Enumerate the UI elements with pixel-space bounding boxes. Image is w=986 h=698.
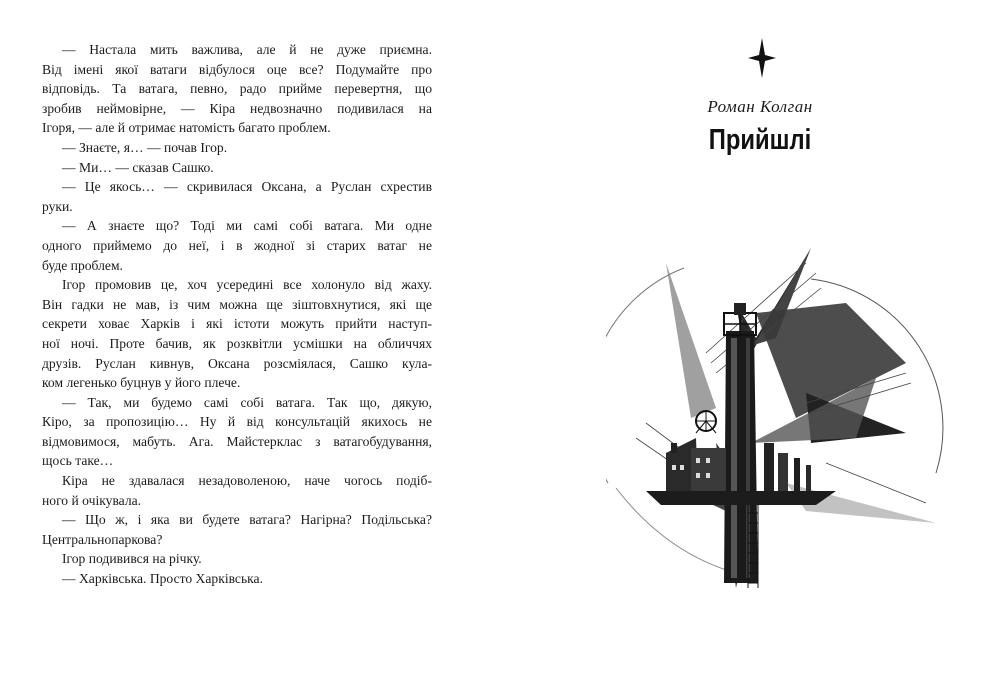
left-page-text [42, 40, 432, 589]
book-title: Прийшлі [708, 124, 812, 156]
right-page [560, 0, 986, 698]
text-line: друзів. Руслан кивнув, Оксана розсміялася, Сашко кула- [42, 355, 432, 371]
text-line: зробив неймовірне, — Кіра недвозначно подивилася на [42, 100, 432, 116]
text-line: щось таке… [42, 453, 114, 469]
text-line: руки. [42, 198, 73, 214]
text-line: — Так, ми будемо самі собі ватага. Так що, дякую, [62, 394, 432, 410]
text-line: Ігор промовив це, хоч усередині все холонуло від жаху. [62, 277, 432, 293]
author-name: Роман Колган [707, 97, 813, 116]
four-point-star-icon [748, 38, 776, 78]
text-line: Ігор подивився на річку. [62, 551, 202, 567]
text-line: Кіра не здавалася незадоволеною, наче чогось подіб- [62, 473, 432, 489]
text-line: — Знаєте, я… — почав Ігор. [62, 139, 228, 155]
text-line: — Це якось… — скривилася Оксана, а Руслан схрестив [62, 179, 432, 195]
text-line: ного й очікувала. [42, 492, 142, 508]
text-line: Ігоря, — але й отримає натомість багато проблем. [42, 120, 331, 136]
text-line: — Настала мить важлива, але й не дуже приємна. [62, 42, 432, 57]
text-line: відмовимося, мабуть. Ага. Майстерклас з ватагобудування, [42, 433, 432, 449]
text-line: — Що ж, і яка ви будете ватага? Нагірна? Подільська? [62, 512, 432, 528]
text-line: Він гадки не мав, із чим можна ще зіштовхнутися, які ще [42, 296, 432, 312]
text-line: ком легенько буцнув у його плече. [42, 375, 241, 391]
mine-headframe-star-illustration [606, 243, 946, 593]
text-line: Центральнопаркова? [42, 531, 163, 547]
text-line: — А знаєте що? Тоді ми самі собі ватага. Ми одне [62, 218, 432, 234]
text-line: — Ми… — сказав Сашко. [62, 159, 214, 175]
text-line: буде проблем. [42, 257, 123, 273]
text-line: відповідь. Та ватага, певно, радо прийме перевертня, що [42, 81, 432, 97]
text-line: — Харківська. Просто Харківська. [62, 571, 263, 587]
text-line: одного приймемо до неї, і в жодної зі старих ватаг не [42, 237, 432, 253]
text-line: секрети ховає Харків і які істоти можуть прийти наступ- [42, 316, 432, 332]
text-line: Кіро, за пропозицію… Ну й від консультацій якихось не [42, 414, 432, 430]
text-line: ної ночі. Проте бачив, як розквітли усмішки на обличчях [42, 335, 432, 351]
text-line: Від імені якої ватаги відбулося оце все? Подумайте про [42, 61, 432, 77]
